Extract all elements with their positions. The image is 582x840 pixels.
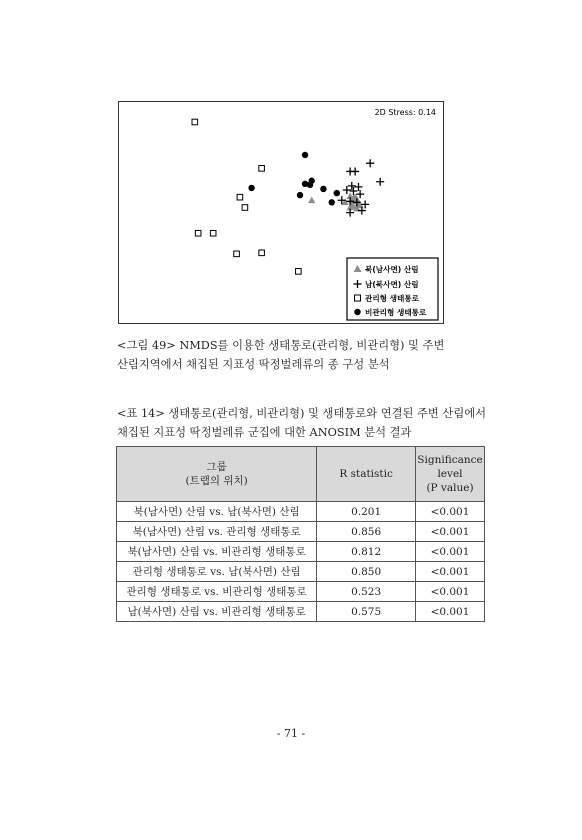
row-p-value: <0.001 xyxy=(416,542,485,562)
header-group: 그룹 (트랩의 위치) xyxy=(117,447,317,502)
data-point-square xyxy=(259,250,265,256)
table-row xyxy=(117,542,485,562)
data-point-circle xyxy=(334,190,340,196)
row-p-value: <0.001 xyxy=(416,502,485,522)
legend-circle-icon xyxy=(354,309,360,315)
data-point-circle xyxy=(248,185,254,191)
data-point-triangle xyxy=(308,196,315,203)
row-r-value: 0.812 xyxy=(317,542,416,562)
legend-label-unmanaged-corridor: 비관리형 생태통로 xyxy=(365,308,427,317)
data-point-circle xyxy=(320,186,326,192)
row-r-value: 0.575 xyxy=(317,602,416,622)
nmds-figure xyxy=(118,101,444,324)
row-p-value: <0.001 xyxy=(416,562,485,582)
data-point-square xyxy=(296,269,302,275)
row-group: 남(북사면) 산림 vs. 비관리형 생태통로 xyxy=(117,602,317,622)
page-number: - 71 - xyxy=(276,727,306,740)
header-significance: Significance level (P value) xyxy=(416,447,485,502)
data-point-circle xyxy=(307,182,313,188)
data-point-square xyxy=(234,251,240,257)
row-group: 관리형 생태통로 vs. 비관리형 생태통로 xyxy=(117,582,317,602)
row-r-value: 0.201 xyxy=(317,502,416,522)
table-header-row xyxy=(117,447,485,502)
nmds-scatter-plot xyxy=(119,102,443,323)
data-point-square xyxy=(259,166,265,172)
data-point-plus xyxy=(351,167,359,175)
row-r-value: 0.856 xyxy=(317,522,416,542)
row-r-value: 0.850 xyxy=(317,562,416,582)
anosim-table xyxy=(116,446,485,622)
data-point-square xyxy=(195,230,201,236)
table-row xyxy=(117,502,485,522)
legend-label-south-forest: 남(북사면) 산림 xyxy=(365,280,419,289)
data-point-plus xyxy=(348,182,356,190)
data-point-plus xyxy=(376,178,384,186)
row-p-value: <0.001 xyxy=(416,602,485,622)
legend-square-icon xyxy=(355,295,361,301)
data-point-plus xyxy=(343,186,351,194)
row-group: 북(남사면) 산림 vs. 남(북사면) 산림 xyxy=(117,502,317,522)
data-point-square xyxy=(192,119,198,125)
table-row xyxy=(117,562,485,582)
table-caption-line2: 채집된 지표성 딱정벌레류 군집에 대한 ANOSIM 분석 결과 xyxy=(117,426,412,439)
legend-label-north-forest: 북(남사면) 산림 xyxy=(365,265,419,274)
stress-label: 2D Stress: 0.14 xyxy=(374,108,436,117)
table-row xyxy=(117,582,485,602)
row-p-value: <0.001 xyxy=(416,582,485,602)
figure-caption-line1: <그림 49> NMDS를 이용한 생태통로(관리형, 비관리형) 및 주변 xyxy=(117,339,445,352)
data-point-square xyxy=(237,194,243,200)
row-r-value: 0.523 xyxy=(317,582,416,602)
legend xyxy=(347,258,438,320)
data-point-circle xyxy=(297,192,303,198)
row-group: 북(남사면) 산림 vs. 비관리형 생태통로 xyxy=(117,542,317,562)
figure-caption-line2: 산림지역에서 채집된 지표성 딱정벌레류의 종 구성 분석 xyxy=(117,358,390,371)
table-row xyxy=(117,602,485,622)
header-r-statistic: R statistic xyxy=(317,447,416,502)
data-point-square xyxy=(210,230,216,236)
table-row xyxy=(117,522,485,542)
figure-caption xyxy=(117,336,444,374)
table-caption xyxy=(117,404,486,442)
data-point-circle xyxy=(302,152,308,158)
data-point-plus xyxy=(354,183,362,191)
data-point-circle xyxy=(329,199,335,205)
table-caption-line1: <표 14> 생태통로(관리형, 비관리형) 및 생태통로와 연결된 주변 산림에서 xyxy=(117,407,487,420)
legend-label-managed-corridor: 관리형 생태통로 xyxy=(365,294,419,303)
data-point-square xyxy=(242,205,248,211)
data-point-plus xyxy=(366,159,374,167)
row-group: 북(남사면) 산림 vs. 관리형 생태통로 xyxy=(117,522,317,542)
row-p-value: <0.001 xyxy=(416,522,485,542)
scatter-points xyxy=(192,119,384,274)
row-group: 관리형 생태통로 vs. 남(북사면) 산림 xyxy=(117,562,317,582)
